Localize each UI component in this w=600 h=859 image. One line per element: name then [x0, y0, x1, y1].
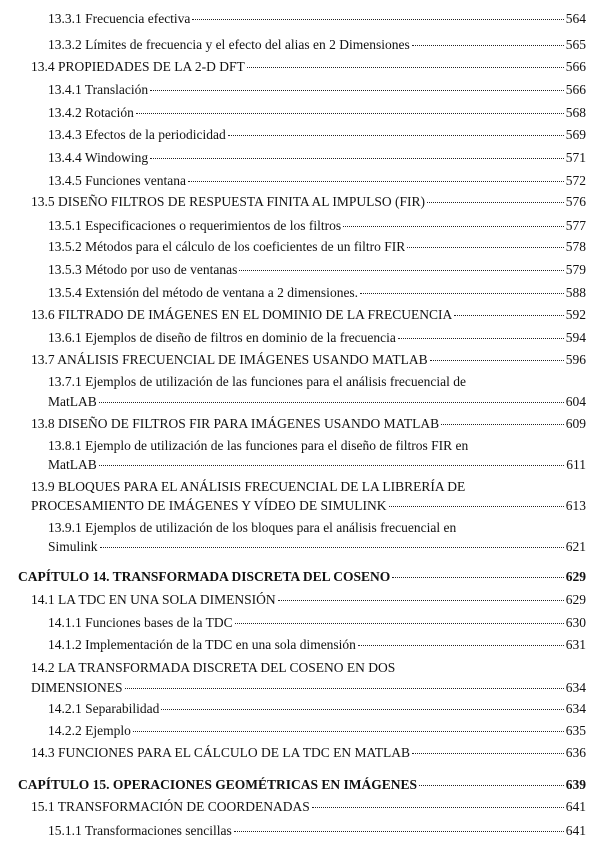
dot-leader — [389, 506, 564, 507]
dot-leader — [161, 709, 563, 710]
toc-entry-title: 13.4.2 Rotación — [48, 105, 134, 120]
dot-leader — [125, 688, 564, 689]
dot-leader — [136, 113, 564, 114]
toc-page-number: 604 — [565, 394, 586, 409]
toc-entry-title-continued: MatLAB — [48, 457, 97, 472]
toc-page-number: 639 — [565, 777, 586, 792]
toc-page-number: 572 — [565, 173, 586, 188]
toc-page-number: 569 — [565, 127, 586, 142]
toc-page-number: 611 — [566, 457, 586, 472]
toc-page-number: 566 — [565, 82, 586, 97]
toc-entry-title: 14.1.1 Funciones bases de la TDC — [48, 615, 233, 630]
toc-entry-title: 13.3.2 Límites de frecuencia y el efecto del alias en 2 Dimensiones — [48, 37, 410, 52]
toc-entry-title: 13.4.5 Funciones ventana — [48, 173, 186, 188]
toc-entry-title: 13.6 FILTRADO DE IMÁGENES EN EL DOMINIO DE LA FRECUENCIA — [31, 307, 453, 322]
toc-page-number: 566 — [565, 59, 586, 74]
toc-page-number: 621 — [565, 539, 586, 554]
toc-page-number: 609 — [565, 416, 586, 431]
dot-leader — [343, 226, 564, 227]
dot-leader — [427, 202, 564, 203]
dot-leader — [150, 158, 564, 159]
dot-leader — [99, 465, 565, 466]
dot-leader — [441, 424, 564, 425]
toc-page-number: 629 — [565, 569, 586, 584]
toc-entry-title-continued: PROCESAMIENTO DE IMÁGENES Y VÍDEO DE SIMULINK — [31, 498, 387, 513]
toc-entry-title: 13.6.1 Ejemplos de diseño de filtros en dominio de la frecuencia — [48, 330, 396, 345]
dot-leader — [430, 360, 564, 361]
dot-leader — [412, 45, 564, 46]
dot-leader — [228, 135, 564, 136]
dot-leader — [192, 19, 563, 20]
dot-leader — [150, 90, 564, 91]
dot-leader — [99, 402, 564, 403]
toc-entry-title: 14.2 LA TRANSFORMADA DISCRETA DEL COSENO EN DOS — [31, 660, 396, 675]
toc-page-number: 635 — [565, 723, 586, 738]
dot-leader — [360, 293, 564, 294]
toc-entry-title: CAPÍTULO 15. OPERACIONES GEOMÉTRICAS EN IMÁGENES — [18, 777, 418, 792]
dot-leader — [133, 731, 564, 732]
toc-entry-title: 13.9 BLOQUES PARA EL ANÁLISIS FRECUENCIAL DE LA LIBRERÍA DE — [31, 479, 466, 494]
toc-page-number: 579 — [565, 262, 586, 277]
toc-entry-title: 13.4.4 Windowing — [48, 150, 149, 165]
dot-leader — [412, 753, 564, 754]
toc-entry-title: 15.1 TRANSFORMACIÓN DE COORDENADAS — [31, 799, 310, 814]
dot-leader — [235, 623, 564, 624]
toc-entry-title: 13.8.1 Ejemplo de utilización de las funciones para el diseño de filtros FIR en — [48, 438, 469, 453]
toc-entry-title: 13.3.1 Frecuencia efectiva — [48, 11, 191, 26]
toc-page-number: 576 — [565, 194, 586, 209]
toc-page-number: 629 — [565, 592, 586, 607]
toc-page-number: 634 — [565, 701, 586, 716]
toc-page-number: 641 — [565, 799, 586, 814]
toc-entry-title: 14.3 FUNCIONES PARA EL CÁLCULO DE LA TDC EN MATLAB — [31, 745, 411, 760]
toc-entry-title: 13.5.4 Extensión del método de ventana a 2 dimensiones. — [48, 285, 359, 300]
toc-page-number: 564 — [565, 11, 586, 26]
dot-leader — [247, 67, 564, 68]
toc-page-number: 565 — [565, 37, 586, 52]
toc-entry-title: 15.1.1 Transformaciones sencillas — [48, 823, 232, 838]
toc-entry-title: 13.4.1 Translación — [48, 82, 149, 97]
dot-leader — [312, 807, 564, 808]
dot-leader — [278, 600, 564, 601]
dot-leader — [392, 577, 563, 578]
dot-leader — [358, 645, 564, 646]
toc-entry-title: 13.5 DISEÑO FILTROS DE RESPUESTA FINITA AL IMPULSO (FIR) — [31, 194, 426, 209]
dot-leader — [100, 547, 564, 548]
toc-entry-title: 14.2.1 Separabilidad — [48, 701, 160, 716]
toc-entry-title: 13.7.1 Ejemplos de utilización de las funciones para el análisis frecuencial de — [48, 374, 466, 389]
toc-entry-title-continued: DIMENSIONES — [31, 680, 123, 695]
toc-page-number: 641 — [565, 823, 586, 838]
dot-leader — [419, 785, 564, 786]
toc-entry-title-continued: Simulink — [48, 539, 98, 554]
toc-entry-title: 13.5.2 Métodos para el cálculo de los coeficientes de un filtro FIR — [48, 239, 406, 254]
toc-entry-title: 13.7 ANÁLISIS FRECUENCIAL DE IMÁGENES USANDO MATLAB — [31, 352, 428, 367]
dot-leader — [398, 338, 564, 339]
dot-leader — [188, 181, 564, 182]
toc-page-number: 578 — [565, 239, 586, 254]
dot-leader — [454, 315, 564, 316]
toc-entry-title: 13.9.1 Ejemplos de utilización de los bloques para el análisis frecuencial en — [48, 520, 457, 535]
toc-entry-title: 13.8 DISEÑO DE FILTROS FIR PARA IMÁGENES USANDO MATLAB — [31, 416, 440, 431]
toc-entry-title: 13.4 PROPIEDADES DE LA 2-D DFT — [31, 59, 245, 74]
toc-page-number: 634 — [565, 680, 586, 695]
toc-entry-title: 14.2.2 Ejemplo — [48, 723, 131, 738]
toc-page-number: 592 — [565, 307, 586, 322]
toc-page-number: 571 — [565, 150, 586, 165]
toc-page-number: 594 — [565, 330, 586, 345]
toc-entry-title-continued: MatLAB — [48, 394, 97, 409]
toc-page-number: 588 — [565, 285, 586, 300]
toc-page-number: 596 — [565, 352, 586, 367]
dot-leader — [239, 270, 563, 271]
toc-entry-title: 14.1 LA TDC EN UNA SOLA DIMENSIÓN — [31, 592, 276, 607]
toc-entry-title: CAPÍTULO 14. TRANSFORMADA DISCRETA DEL COSENO — [18, 569, 391, 584]
dot-leader — [234, 831, 564, 832]
toc-page-number: 613 — [565, 498, 586, 513]
toc-page-number: 568 — [565, 105, 586, 120]
toc-entry-title: 13.5.1 Especificaciones o requerimientos de los filtros — [48, 218, 342, 233]
dot-leader — [407, 247, 563, 248]
toc-entry-title: 14.1.2 Implementación de la TDC en una sola dimensión — [48, 637, 356, 652]
toc-entry-title: 13.5.3 Método por uso de ventanas — [48, 262, 238, 277]
toc-page-number: 577 — [565, 218, 586, 233]
toc-page-number: 631 — [565, 637, 586, 652]
toc-entry-title: 13.4.3 Efectos de la periodicidad — [48, 127, 226, 142]
toc-page-number: 636 — [565, 745, 586, 760]
toc-page-number: 630 — [565, 615, 586, 630]
